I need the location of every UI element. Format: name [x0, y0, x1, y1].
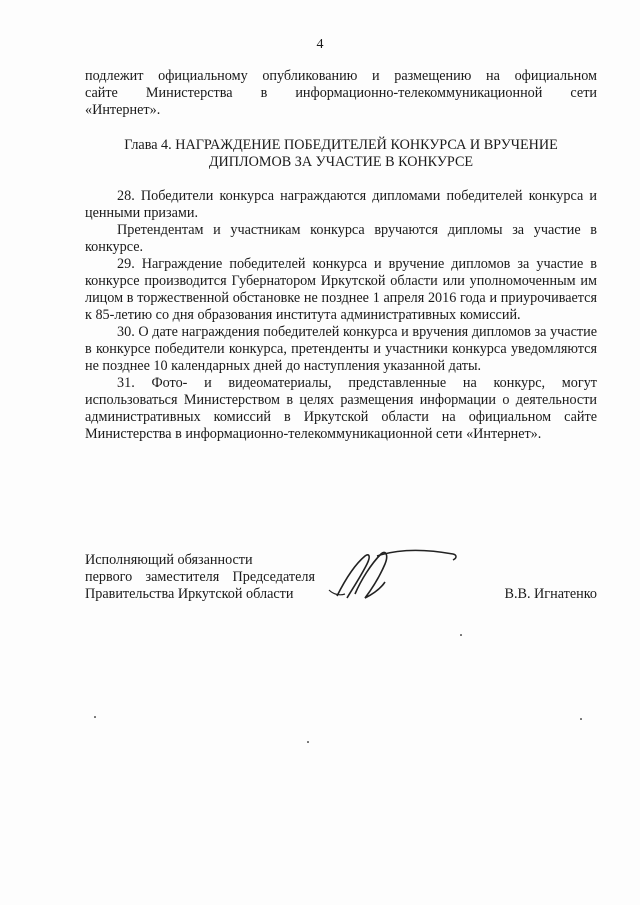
scan-speck: [580, 718, 582, 720]
signatory-title-line: Исполняющий обязанности: [85, 552, 253, 568]
intro-line: «Интернет».: [85, 102, 161, 118]
signatory-name: В.В. Игнатенко: [504, 586, 597, 602]
scan-speck: [460, 634, 462, 636]
signature-block: [85, 552, 597, 612]
paragraph-29: 29. Награждение победителей конкурса и вручение дипломов за участие в конкурсе производится Губернатором Иркутской области или уполномоченным им лицом в торжественной обстановке не позднее 1 апреля 2016 года и приурочивается к 85-летию со дня образования института административных комиссий.: [85, 256, 597, 323]
chapter-heading-line: Глава 4. НАГРАЖДЕНИЕ ПОБЕДИТЕЛЕЙ КОНКУРСА И ВРУЧЕНИЕ: [124, 137, 558, 153]
signatory-title-line: первого заместителя Председателя: [85, 569, 315, 585]
chapter-heading-line: ДИПЛОМОВ ЗА УЧАСТИЕ В КОНКУРСЕ: [208, 154, 474, 170]
page-number: 4: [316, 37, 324, 52]
intro-line: подлежит официальному опубликованию и размещению на официальном: [85, 68, 597, 84]
signatory-title-line: Правительства Иркутской области: [85, 586, 294, 602]
handwritten-signature: [325, 544, 465, 604]
paragraph-28: 28. Победители конкурса награждаются дипломами победителей конкурса и ценными призами.: [85, 188, 597, 221]
scan-speck: [94, 716, 96, 718]
paragraph-list: [85, 188, 597, 443]
scan-speck: [307, 741, 309, 743]
intro-line: сайте Министерства в информационно-телекоммуникационной сети: [85, 85, 597, 101]
paragraph-28-continued: Претендентам и участникам конкурса вручаются дипломы за участие в конкурсе.: [85, 222, 597, 255]
signatory-title: [85, 552, 315, 603]
paragraph-31: 31. Фото- и видеоматериалы, представленные на конкурс, могут использоваться Министерством в целях размещения информации о деятельности административных комиссий в Иркутской области на официальном сайте Министерства в информационно-телекоммуникационной сети «Интернет».: [85, 375, 597, 442]
paragraph-30: 30. О дате награждения победителей конкурса и вручения дипломов за участие в конкурсе победители конкурса, претенденты и участники конкурса уведомляются не позднее 10 календарных дней до наступления указанной даты.: [85, 324, 597, 374]
intro-text: [85, 68, 597, 119]
chapter-heading: [85, 137, 597, 171]
